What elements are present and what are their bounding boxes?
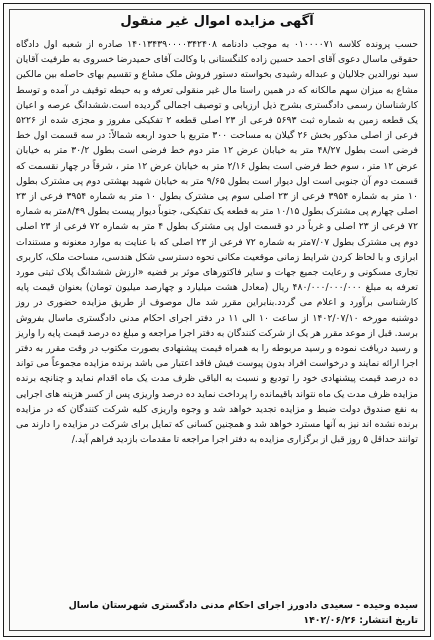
notice-frame [3,3,431,637]
signature-line: سیده وحیده - سعیدی دادورز اجرای احکام مدنی دادگستری شهرستان ماسال [68,600,418,611]
publish-date: تاریخ انتشار: ۱۴۰۲/۰۶/۲۶ [303,615,418,626]
notice-body: حسب پرونده کلاسه ۰۱۰۰۰۰۷۱ به موجب دادنامه ۱۴۰۱۳۴۳۹۰۰۰۰۳۴۲۴۰۸ صادره از شعبه اول دادگاه حقوقی ماسال دعوی آقای احمد حسین زاده کلنگستانی با وکالت آقای حمیدرضا خسروی به طرفیت آقایان سید نورالدین جلالیان و عبداله رشیدی بخواسته دستور فروش ملک مشاع و تقسیم بهای حاصله بین مالکین مشاع به میزان سهم مالکانه که در همین راستا مال غیر منقولی تعرفه و به حیطه توقیف در آمده و توسط کارشناسان رسمی دادگستری بشرح ذیل ارزیابی و توصیف اجمالی گردیده است.ششدانگ عرصه و اعیان یک قطعه زمین به شماره ثبت ۵۶۹۳ فرعی از ۲۳ اصلی قطعه ۲ تفکیکی مفروز و مجزی شده از ۵۲۲۶ فرعی از اصلی مذکور بخش ۲۶ گیلان به مساحت ۳۰۰ متربع با حدود اربعه شمالاً: در سه قسمت اول خط فرضی است بطول ۴۸/۲۷ متر به خیابان عرض ۱۲ متر دوم خط فرضی است بطول ۳۰/۲ متر به خیابان عرض ۱۲ متر ، سوم خط فرضی است بطول ۲/۱۶ متر به خیابان عرض ۱۲ متر ، شرقاً در چهار نقسمت که قسمت دوم آن جنوبی است اول دیوار است بطول ۹/۶۵ متر به خیابان شهید بهشتی دوم پی مشترک بطول ۱۰ متر به شماره ۳۹۵۴ فرعی از ۲۳ اصلی سوم پی مشترک بطول ۱۰ متر به شماره ۳۹۵۴ فرعی از ۲۳ اصلی چهارم پی مشترک بطول ۱۰/۱۵ متر به قطعه یک تفکیکی، جنوباً دیوار پیست بطول ۸/۴۹متر به شماره ۷۲ فرعی از ۲۳ اصلی و غرباً در دو قسمت اول پی مشترک بطول ۴ متر به شماره ۷۲ فرعی از ۲۳ اصلی دوم پی مشترک بطول ۷/۰۷متر به شماره ۷۲ فرعی از ۲۳ اصلی که با عنایت به موارد معنونه و مستندات ابرازی و با لحاظ کردن شرایط زمانی موقعیت مکانی نحوه دسترسی شکل هندسی، مساحت ملک، کاربری تجاری مسکونی و رعایت جمیع جهات و سایر فاکتورهای موثر بر قضیه «ارزش ششدانگ پلاک ثبتی مورد تعرفه به مبلغ ۴۸۰/۰۰۰/۰۰۰/۰۰۰ ریال (معادل هشت میلیارد و چهارصد میلیون تومان) بعنوان قیمت پایه کارشناسی برآورد و اعلام می گردد.بنابراین مقرر شد مال موصوف از طریق مزایده حضوری در روز دوشنبه مورخه ۱۴۰۲/۰۷/۱۰ از ساعت ۱۰ الی ۱۱ در دفتر اجرای احکام مدنی دادگستری ماسال بفروش برسد. قبل از موعد مقرر هر یک از شرکت کنندگان به دفتر اجرا مراجعه و مبلغ ده درصد قیمت پایه را واریز و رسید دریافت نموده و رسید مربوطه را به همراه قیمت پیشنهادی بصورت مکتوب در وقت مقرر به دفتر اجرا ارائه نمایند و درخواست افراد بدون پیوست فیش فاقد اعتبار می باشد برنده مزایده مجموعاً می تواند ده درصد قیمت پیشنهادی خود را تودیع و نسبت به الباقی ظرف مدت یک ماه اقدام نماید و چنانچه برنده مزایده ظرف مدت یک ماه نتواند باقیمانده را پرداخت نماید ده درصد واریزی پس از کسر هزینه های اجرایی به نفع صندوق دولت ضبط و مزایده تجدید خواهد شد و وجوه واریزی کلیه شرکت کنندگان که در مزایده برنده نشده اند نیز به آنها مسترد خواهد شد و همچنین کسانی که تمایل برای شرکت در مزایده را دارند می توانند حداقل ۵ روز قبل از برگزاری مزایده به دفتر اجرا مراجعه تا مقدمات بازدید فراهم آید./ [16,39,419,446]
notice-title: آگهی مزایده اموال غیر منقول [120,14,314,29]
notice-signature-block [16,598,418,628]
